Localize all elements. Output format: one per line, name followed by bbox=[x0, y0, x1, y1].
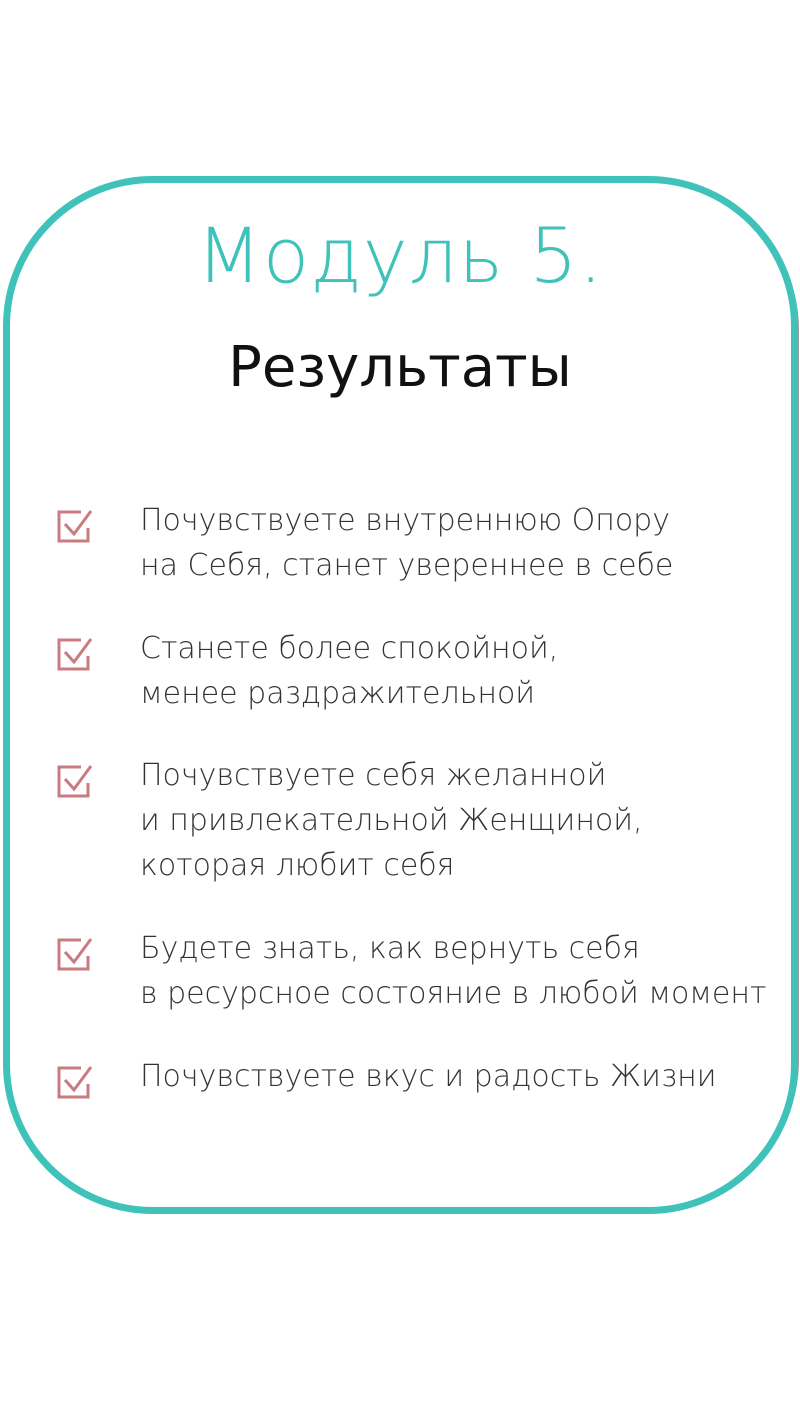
checkbox-checked-icon bbox=[55, 1062, 95, 1102]
checkbox-checked-icon bbox=[55, 761, 95, 801]
result-text: Почувствуете вкус и радость Жизни bbox=[140, 1059, 717, 1094]
result-text: Станете более спокойной, менее раздражительной bbox=[140, 631, 559, 711]
result-text: Будете знать, как вернуть себя в ресурсное состояние в любой момент bbox=[140, 931, 767, 1011]
result-text: Почувствуете себя желанной и привлекательной Женщиной, которая любит себя bbox=[140, 758, 643, 883]
result-text: Почувствуете внутреннюю Опору на Себя, станет увереннее в себе bbox=[140, 503, 674, 583]
checkbox-checked-icon bbox=[55, 634, 95, 674]
module-subtitle: Результаты bbox=[228, 335, 572, 400]
checkbox-checked-icon bbox=[55, 506, 95, 546]
module-title: Модуль 5. bbox=[196, 211, 604, 300]
checkbox-checked-icon bbox=[55, 934, 95, 974]
